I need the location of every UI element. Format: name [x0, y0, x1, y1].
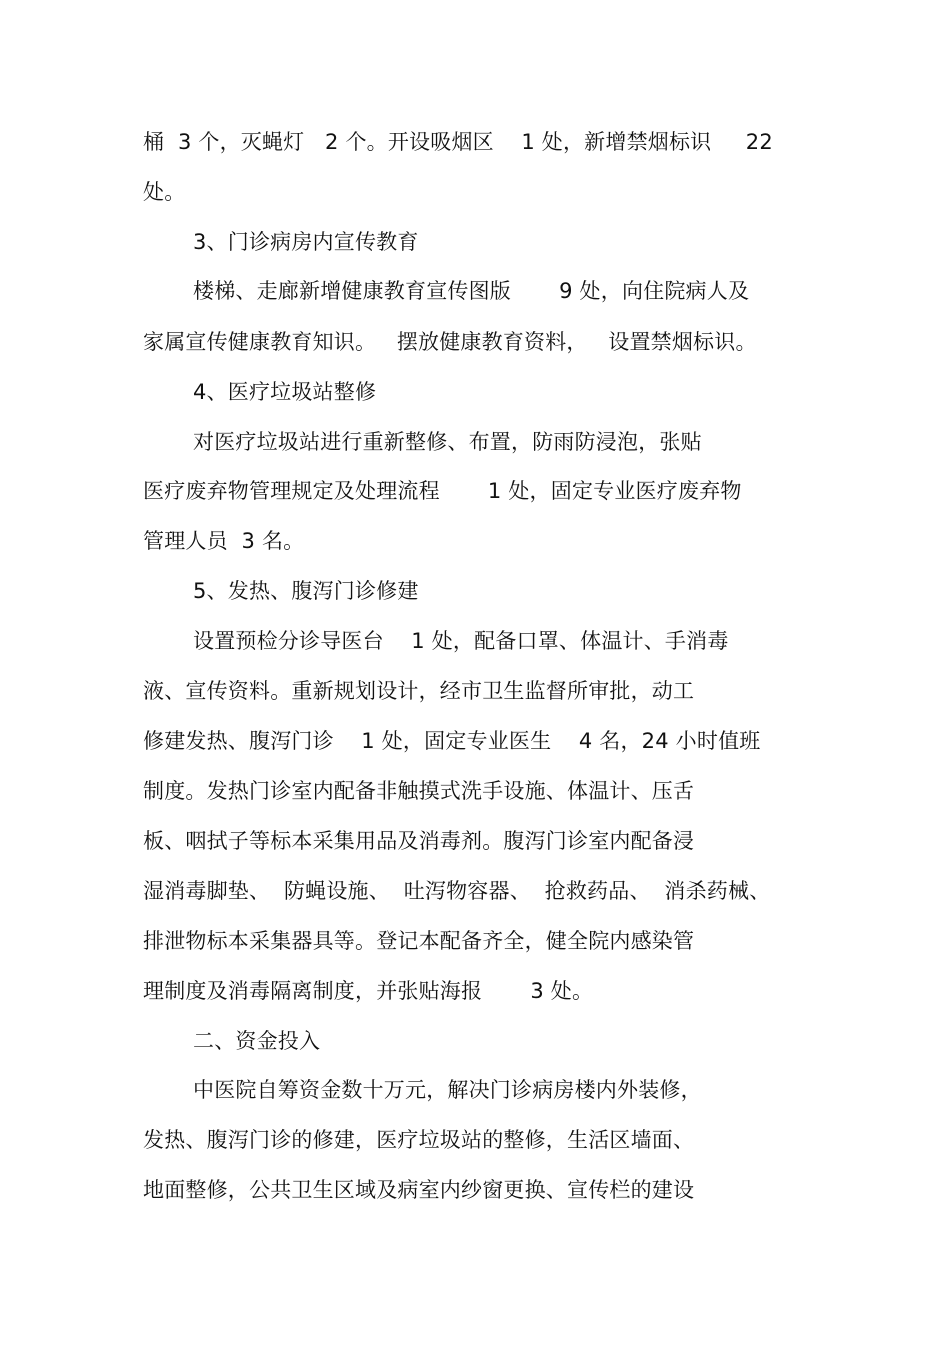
- text-line-14: 制度。发热门诊室内配备非触摸式洗手设施、体温计、压舌: [143, 779, 695, 803]
- text-line-18: 理制度及消毒隔离制度，并张贴海报 3 处。: [143, 979, 594, 1003]
- text-line-16: 湿消毒脚垫、 防蝇设施、 吐泻物容器、 抢救药品、 消杀药械、: [143, 879, 771, 903]
- text-line-11: 设置预检分诊导医台 1 处，配备口罩、体温计、手消毒: [193, 629, 729, 653]
- text-line-8: 医疗废弃物管理规定及处理流程 1 处，固定专业医疗废弃物: [143, 479, 742, 503]
- text-line-1: 桶 3 个，灭蝇灯 2 个。开设吸烟区 1 处，新增禁烟标识 22: [143, 130, 773, 154]
- text-line-9: 管理人员 3 名。: [143, 529, 305, 553]
- section-heading-funding: 二、资金投入: [193, 1029, 321, 1053]
- text-line-13: 修建发热、腹泻门诊 1 处，固定专业医生 4 名，24 小时值班: [143, 729, 761, 753]
- text-line-22: 地面整修，公共卫生区域及病室内纱窗更换、宣传栏的建设: [143, 1178, 695, 1202]
- text-line-17: 排泄物标本采集器具等。登记本配备齐全，健全院内感染管: [143, 929, 695, 953]
- section-heading-5: 5、发热、腹泻门诊修建: [193, 579, 419, 603]
- text-line-20: 中医院自筹资金数十万元，解决门诊病房楼内外装修，: [193, 1078, 702, 1102]
- text-line-21: 发热、腹泻门诊的修建，医疗垃圾站的整修，生活区墙面、: [143, 1128, 695, 1152]
- text-line-4: 楼梯、走廊新增健康教育宣传图版 9 处，向住院病人及: [193, 279, 750, 303]
- text-line-2: 处。: [143, 180, 186, 204]
- text-line-12: 液、宣传资料。重新规划设计，经市卫生监督所审批，动工: [143, 679, 695, 703]
- text-line-15: 板、咽拭子等标本采集用品及消毒剂。腹泻门诊室内配备浸: [143, 829, 695, 853]
- section-heading-4: 4、医疗垃圾站整修: [193, 380, 377, 404]
- section-heading-3: 3、门诊病房内宣传教育: [193, 230, 419, 254]
- text-line-5: 家属宣传健康教育知识。 摆放健康教育资料， 设置禁烟标识。: [143, 330, 757, 354]
- text-line-7: 对医疗垃圾站进行重新整修、布置，防雨防浸泡，张贴: [193, 430, 702, 454]
